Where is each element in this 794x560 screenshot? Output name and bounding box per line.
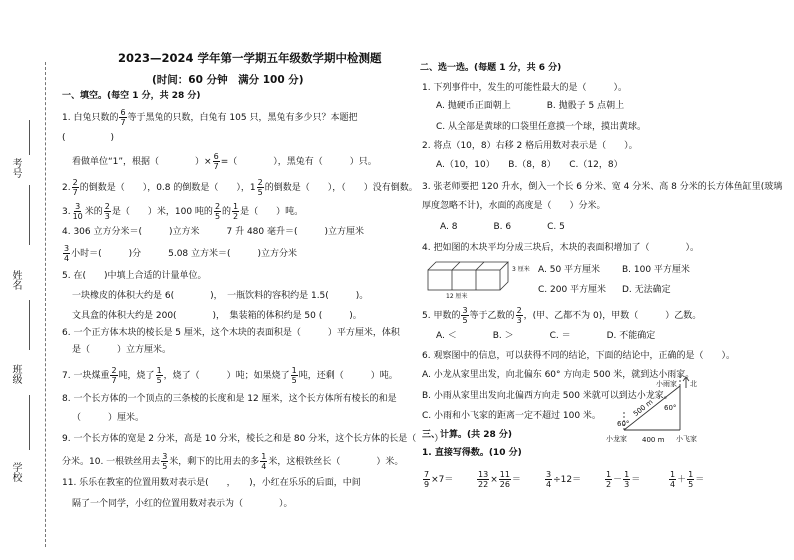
map-north-label: 北 [690,380,697,388]
block-height-label: 3 厘米 [512,266,530,273]
margin-label-school: 学校 [10,462,21,482]
fraction: $\frac{3}{10}$ [72,202,83,221]
page-subtitle: (时间：60 分钟 满分 100 分) [152,74,304,86]
margin-line [29,300,30,350]
fraction: $\frac{3}{5}$ [162,452,168,471]
choice-6-a: A. 小龙从家里出发，向北偏东 60° 方向走 500 米，就到达小雨家。 [422,370,695,380]
section-fill-in: 一、填空。(每空 1 分，共 28 分) [62,91,201,101]
map-label-400m: 400 m [642,436,665,444]
question-6-cont: 是（ ）立方厘米。 [72,345,172,355]
fraction: $\frac{3}{4}$ [64,244,70,263]
question-1-cont2: 看做单位“1”，根据（ ）× $\frac{6}{7}$ =（ ），黑兔有（ ）只。 [72,152,377,171]
fraction: $\frac{1}{5}$ [156,366,162,385]
fraction: $\frac{1}{4}$ [261,452,267,471]
section-calculation: 三、计算。(共 28 分) [422,430,513,440]
choice-3-options: A. 8 B. 6 C. 5 [440,222,565,232]
question-11: 11. 乐乐在教室的位置用数对表示是( ， )，小红在乐乐的后面，中间 [62,478,361,488]
wooden-block-figure [424,258,524,300]
map-angle-60-bottom: 60° [617,420,630,428]
choice-4-c: C. 200 平方厘米 [538,285,607,295]
choice-5-options: A. ＜ B. ＞ C. ＝ D. 不能确定 [436,331,656,341]
calc-item-3: $\frac{3}{4}$ ÷12＝ [546,470,582,489]
choice-4-d: D. 无法确定 [622,285,671,295]
question-5b: 文具盒的体积大约是 200( )， 集装箱的体积约是 50 ( )。 [72,311,362,321]
fraction: $\frac{2}{5}$ [257,178,263,197]
question-5: 5. 在( )中填上合适的计量单位。 [62,271,207,281]
choice-2-options: A.（10，10） B.（8，8） C.（12，8） [436,160,623,170]
choice-6-b: B. 小雨从家里出发向北偏西方向走 500 米就可以到达小龙家。 [422,391,673,401]
page-title: 2023—2024 学年第一学期五年级数学期中检测题 [118,51,382,65]
margin-label-name: 姓名 [10,270,21,290]
margin-line [29,395,30,450]
choice-3: 3. 张老师要把 120 升水，倒入一个长 6 分米、宽 4 分米、高 8 分米的长方体鱼缸里(玻璃 [422,182,783,192]
question-10: 分米。10. 一根铁丝用去 $\frac{3}{5}$ 米，剩下的比用去的多 $\frac{1}{4}$ 米，这根铁丝长（ ）米。 [62,452,404,471]
question-2: 2. $\frac{2}{7}$ 的倒数是（ ），0.8 的倒数是（ ），1 $\frac{2}{5}$ 的倒数是（ ），（ ）没有倒数。 [62,178,418,197]
question-4-cont: $\frac{3}{4}$ 小时＝( )分 5.08 立方米＝( )立方分米 [64,244,298,263]
calc-item-4: $\frac{1}{2}$ － $\frac{1}{3}$ ＝ [606,470,641,489]
fraction: $\frac{2}{5}$ [214,202,221,221]
fraction: $\frac{2}{3}$ [516,306,522,325]
question-6: 6. 一个正方体木块的棱长是 5 厘米，这个木块的表面积是（ ）平方厘米，体积 [62,328,400,338]
choice-1-c: C. 从全部是黄球的口袋里任意摸一个球，摸出黄球。 [436,122,647,132]
question-5a: 一块橡皮的体积大约是 6( )， 一瓶饮料的容积约是 1.5( )。 [72,291,369,301]
margin-line [29,120,30,155]
map-label-xiaoyu: 小雨家 [656,380,677,388]
fraction: $\frac{1}{2}$ [233,202,239,221]
calc-item-2: $\frac{13}{22}$ × $\frac{11}{26}$ ＝ [478,470,521,489]
choice-2: 2. 将点（10，8）右移 2 格后用数对表示是（ ）。 [422,141,638,151]
question-11-cont: 隔了一个同学，小红的位置用数对表示为（ ）。 [72,499,293,509]
question-1: 1. 白兔只数的 $\frac{6}{7}$ 等于黑兔的只数，白兔有 105 只，黑兔有多少只？本题把 [62,108,358,127]
fraction: $\frac{6}{7}$ [120,108,126,127]
choice-5: 5. 甲数的 $\frac{3}{5}$ 等于乙数的 $\frac{2}{3}$ ，(甲、乙都不为 0)，甲数（ ）乙数。 [422,306,702,325]
block-length-label: 12 厘米 [446,293,468,300]
fraction: $\frac{6}{7}$ [213,152,219,171]
calc-item-5: $\frac{1}{4}$ ＋ $\frac{1}{5}$ ＝ [670,470,705,489]
choice-3-cont: 厚度忽略不计)，水面的高度是（ ）分米。 [422,201,606,211]
map-label-xiaofei: 小飞家 [676,435,697,443]
fraction: $\frac{1}{5}$ [291,366,297,385]
choice-4-a: A. 50 平方厘米 [538,265,601,275]
question-8: 8. 一个长方体的一个顶点的三条棱的长度和是 12 厘米，这个长方体所有棱长的和是 [62,394,397,404]
fraction: $\frac{3}{5}$ [462,306,468,325]
question-8-cont: （ ）厘米。 [72,413,145,423]
question-1-cont: ( ) [62,133,115,143]
section-choice: 二、选一选。(每题 1 分，共 6 分) [420,63,562,73]
question-7: 7. 一块煤重 $\frac{2}{7}$ 吨，烧了 $\frac{1}{5}$ ，烧了（ ）吨；如果烧了 $\frac{1}{5}$ 吨，还剩（ ）吨。 [62,366,398,385]
map-label-xiaolong: 小龙家 [606,435,627,443]
choice-6: 6. 观察图中的信息，可以获得不同的结论，下面的结论中，正确的是（ ）。 [422,351,735,361]
map-label-500m: 500 m [631,397,655,419]
fraction: $\frac{2}{7}$ [111,366,117,385]
calc-item-1: $\frac{7}{9}$ ×7＝ [424,470,454,489]
fraction: $\frac{2}{7}$ [72,178,78,197]
margin-label-class: 班级 [10,364,21,384]
margin-line [29,185,30,245]
margin-label-exam-number: 考号 [10,158,21,178]
question-3: 3. $\frac{3}{10}$ 米的 $\frac{2}{3}$ 是（ ）米，100 吨的 $\frac{2}{5}$ 的 $\frac{1}{2}$ 是（ ）吨。 [62,202,304,221]
map-angle-60-top: 60° [664,404,677,412]
question-4: 4. 306 立方分米＝( )立方米 7 升 480 毫升＝( )立方厘米 [62,227,365,237]
fold-line [45,62,46,547]
question-9: 9. 一个长方体的宽是 2 分米，高是 10 分米，棱长之和是 80 分米，这个长方体的长是（ ） [62,434,444,444]
choice-4-b: B. 100 平方厘米 [622,265,690,275]
choice-1-ab: A. 抛硬币正面朝上 B. 抛骰子 5 点朝上 [436,101,625,111]
fraction: $\frac{2}{3}$ [104,202,110,221]
calc-subsection: 1. 直接写得数。(10 分) [422,448,522,458]
choice-4: 4. 把如图的木块平均分成三块后，木块的表面积增加了（ ）。 [422,243,699,253]
choice-6-c: C. 小雨和小飞家的距离一定不超过 100 米。 [422,411,601,421]
choice-1: 1. 下列事件中，发生的可能性最大的是（ ）。 [422,83,627,93]
